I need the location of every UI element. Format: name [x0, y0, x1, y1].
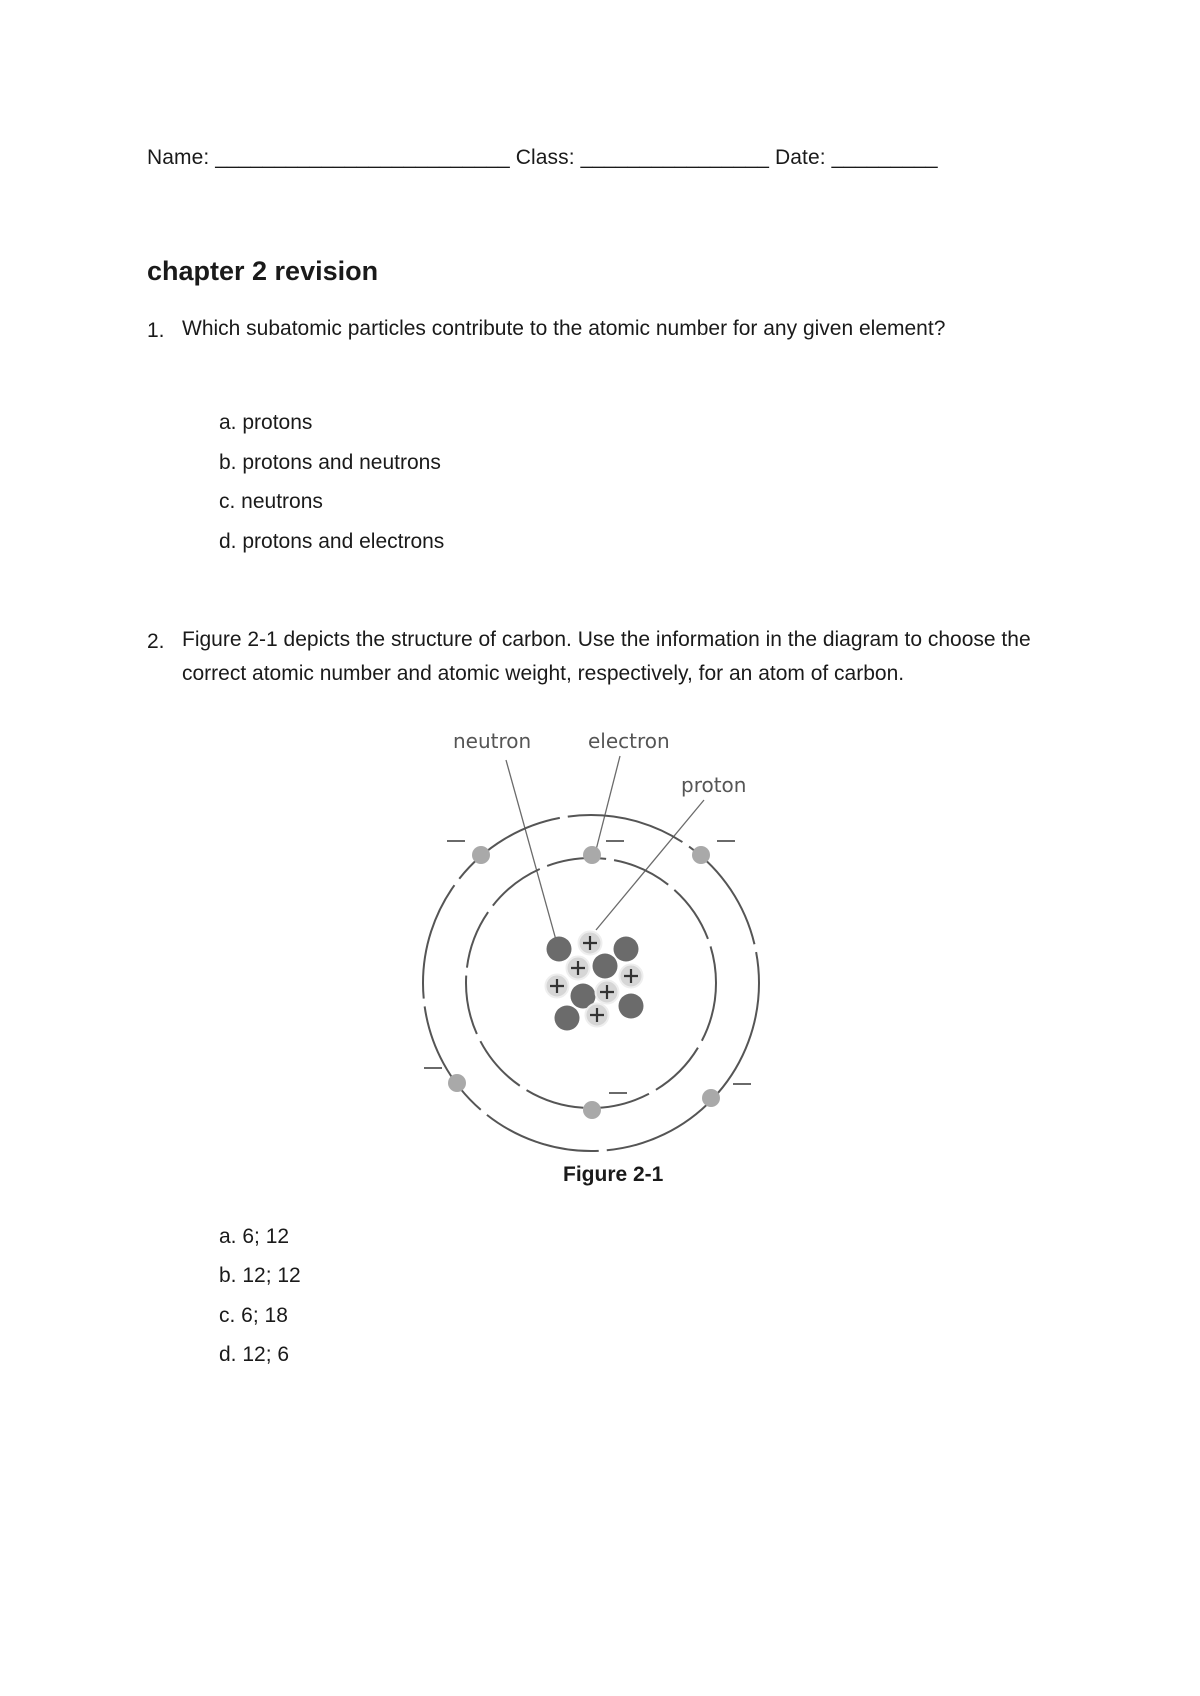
proton [596, 981, 619, 1004]
neutron-leader-line [506, 760, 556, 940]
class-blank[interactable]: ________________ [580, 146, 770, 169]
option-2a[interactable]: a. 6; 12 [219, 1225, 290, 1248]
class-label: Class: [515, 146, 575, 169]
neutron [614, 937, 639, 962]
inner-orbit [466, 858, 716, 1108]
proton-leader-line [596, 800, 704, 930]
option-2d[interactable]: d. 12; 6 [219, 1343, 290, 1366]
proton [579, 932, 602, 955]
figure-caption: Figure 2-1 [563, 1163, 664, 1186]
question-number: 1. [147, 319, 165, 342]
proton [546, 975, 569, 998]
electron [448, 1074, 466, 1092]
neutron [619, 994, 644, 1019]
neutron-label: neutron [453, 729, 532, 753]
electron [583, 1101, 601, 1119]
electron [692, 846, 710, 864]
student-info-line [147, 146, 938, 170]
neutron [547, 937, 572, 962]
electron [702, 1089, 720, 1107]
carbon-atom-diagram [405, 720, 775, 1165]
option-2c[interactable]: c. 6; 18 [219, 1304, 288, 1327]
date-blank[interactable]: _________ [831, 146, 938, 169]
page-title: chapter 2 revision [147, 256, 379, 286]
electron [583, 846, 601, 864]
question-number: 2. [147, 630, 165, 653]
option-1b[interactable]: b. protons and neutrons [219, 451, 441, 474]
option-1d[interactable]: d. protons and electrons [219, 530, 445, 553]
proton [586, 1004, 609, 1027]
question-text: Figure 2-1 depicts the structure of carbon. Use the information in the diagram to choose the correct atomic number and atomic weight, respectively, for an atom of carbon. [182, 628, 1031, 685]
name-label: Name: [147, 146, 210, 169]
electron-leader-line [596, 756, 620, 850]
option-1c[interactable]: c. neutrons [219, 490, 323, 513]
option-1a[interactable]: a. protons [219, 411, 313, 434]
question-text: Which subatomic particles contribute to the atomic number for any given element? [182, 317, 946, 340]
option-2b[interactable]: b. 12; 12 [219, 1264, 301, 1287]
proton [567, 957, 590, 980]
electrons [424, 841, 751, 1119]
proton-label: proton [681, 773, 747, 797]
nucleus [546, 932, 644, 1031]
proton [620, 965, 643, 988]
neutron [593, 954, 618, 979]
date-label: Date: [775, 146, 826, 169]
electron-label: electron [588, 729, 670, 753]
name-blank[interactable]: _________________________ [215, 146, 510, 169]
electron [472, 846, 490, 864]
neutron [555, 1006, 580, 1031]
